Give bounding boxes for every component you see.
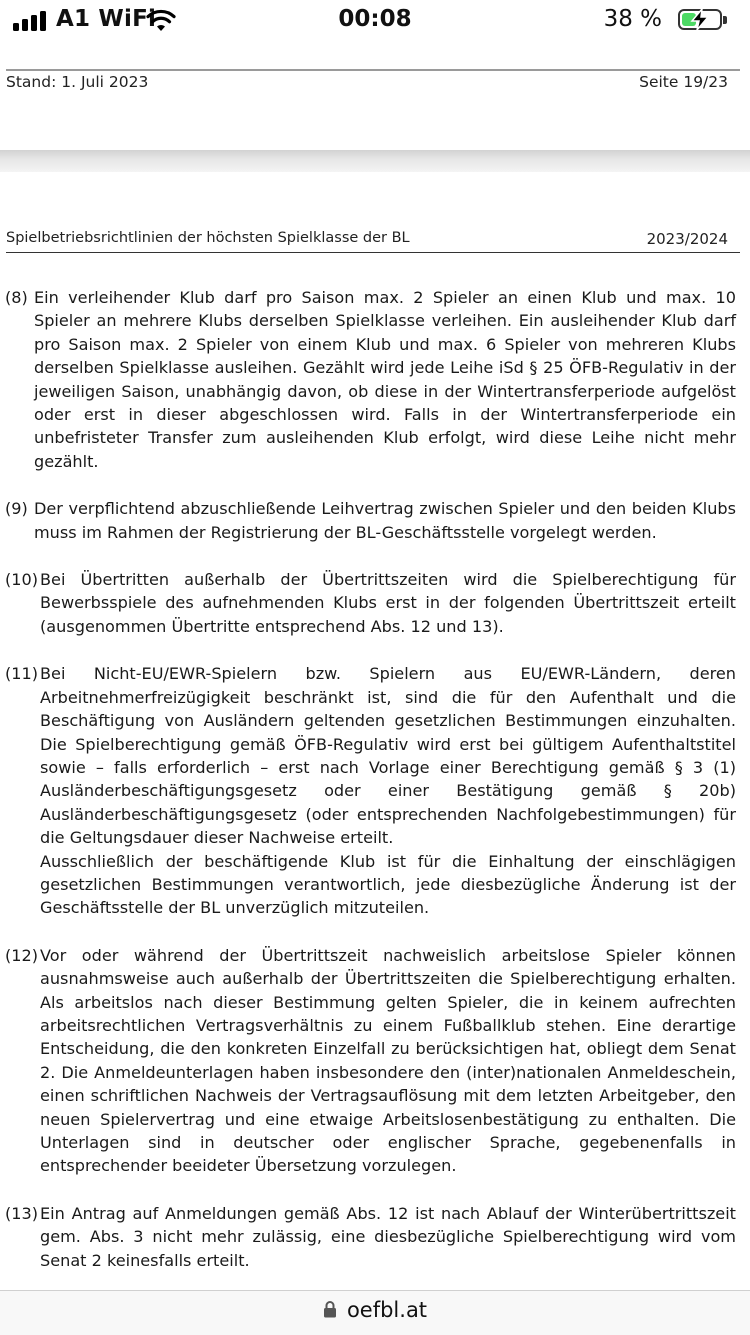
paragraph-number: (9) bbox=[5, 499, 28, 519]
footer-stand-date: Stand: 1. Juli 2023 bbox=[6, 73, 149, 91]
document-header-season: 2023/2024 bbox=[646, 230, 728, 248]
paragraph-number: (11) bbox=[5, 664, 39, 684]
address-display[interactable] bbox=[0, 1298, 750, 1322]
paragraph-text-continued: Ausschließlich der beschäftigende Klub ist für die Einhaltung der einschlägigen gesetzlichen Bestimmungen verantwortlich, jede diesbezügliche Änderung ist der Geschäftsstelle der BL unverzüglich mitzuteilen. bbox=[40, 851, 736, 918]
paragraph-text: Ein verleihender Klub darf pro Saison max. 2 Spieler an einen Klub und max. 10 Spieler an mehrere Klubs derselben Spielklasse verleihen. Ein ausleihender Klub darf pro Saison max. 2 Spieler von einem Klub und max. 6 Spieler von mehreren Klubs derselben Spielklasse ausleihen. Gezählt wird jede Leihe iSd § 25 ÖFB-Regulativ in der jeweiligen Saison, unabhängig davon, ob diese in der Wintertransferperiode aufgelöst oder erst in dieser abgeschlossen wird. Falls in der Wintertransferperiode ein unbefristeter Transfer zum ausleihenden Klub erfolgt, wird diese Leihe nicht mehr gezählt. bbox=[34, 288, 736, 471]
carrier-name: A1 WiFi bbox=[56, 6, 157, 32]
lock-icon bbox=[323, 1300, 337, 1318]
url-domain[interactable]: oefbl.at bbox=[346, 1298, 428, 1322]
clock: 00:08 bbox=[338, 6, 412, 32]
paragraph-number: (12) bbox=[5, 945, 39, 965]
footer-rule bbox=[6, 69, 740, 71]
page-separator bbox=[0, 150, 750, 172]
paragraph-number: (13) bbox=[5, 1203, 39, 1223]
paragraph-text: Der verpflichtend abzuschließende Leihvertrag zwischen Spieler und den beiden Klubs muss im Rahmen der Registrierung der BL-Geschäftsstelle vorgelegt werden. bbox=[34, 499, 736, 542]
document-body bbox=[0, 286, 750, 1296]
footer-page-number: Seite 19/23 bbox=[639, 73, 728, 91]
battery-tip bbox=[723, 16, 727, 24]
status-bar bbox=[0, 0, 750, 40]
paragraph-13 bbox=[0, 1202, 736, 1272]
header-rule bbox=[6, 252, 740, 253]
paragraph-12 bbox=[0, 944, 736, 1178]
paragraph-number: (8) bbox=[5, 288, 28, 307]
charging-bolt-icon bbox=[689, 9, 711, 30]
document-header-title: Spielbetriebsrichtlinien der höchsten Spielklasse der BL bbox=[6, 230, 410, 246]
paragraph-text: Bei Übertritten außerhalb der Übertrittszeiten wird die Spielberechtigung für Bewerbsspiele des aufnehmenden Klubs erst in der folgenden Übertrittszeit erteilt (ausgenommen Übertritte entsprechend Abs. 12 und 13). bbox=[40, 570, 736, 636]
battery-percentage: 38 % bbox=[603, 6, 662, 32]
paragraph-11 bbox=[0, 662, 736, 919]
paragraph-10 bbox=[0, 568, 736, 638]
paragraph-8 bbox=[0, 286, 736, 473]
paragraph-text: Bei Nicht-EU/EWR-Spielern bzw. Spielern aus EU/EWR-Ländern, deren Arbeitnehmerfreizügigkeit beschränkt ist, sind die für den Aufenthalt und die Beschäftigung von Ausländern geltenden gesetzlichen Bestimmungen einzuhalten. Die Spielberechtigung gemäß ÖFB-Regulativ wird erst bei gültigem Aufenthaltstitel sowie – falls erforderlich – erst nach Vorlage einer Berechtigung gemäß § 3 (1) Ausländerbeschäftigungsgesetz oder einer Bestätigung gemäß § 20b) Ausländerbeschäftigungsgesetz (oder entsprechenden Nachfolgebestimmungen) für die Geltungsdauer dieser Nachweise erteilt. bbox=[40, 664, 736, 848]
battery-charging-icon bbox=[678, 9, 722, 30]
paragraph-9 bbox=[0, 497, 736, 544]
browser-url-bar[interactable] bbox=[0, 1290, 750, 1335]
paragraph-text: Ein Antrag auf Anmeldungen gemäß Abs. 12 ist nach Ablauf der Winterübertrittszeit gem. Abs. 3 nicht mehr zulässig, eine diesbezügliche Spielberechtigung wird vom Senat 2 keinesfalls erteilt. bbox=[40, 1203, 736, 1270]
paragraph-text: Vor oder während der Übertrittszeit nachweislich arbeitslose Spieler können ausnahmsweise auch außerhalb der Übertrittszeiten die Spielberechtigung erhalten. Als arbeitslos nach dieser Bestimmung gelten Spieler, die in keinem aufrechten arbeitsrechtlichen Vertragsverhältnis zu einem Fußballklub stehen. Eine derartige Entscheidung, die den konkreten Einzelfall zu berücksichtigen hat, obliegt dem Senat 2. Die Anmeldeunterlagen haben insbesondere den (inter)nationalen Anmeldeschein, einen schriftlichen Nachweis der Vertragsauflösung mit dem letzten Arbeitgeber, den neuen Spielervertrag und eine etwaige Arbeitslosenbestätigung zu enthalten. Die Unterlagen sind in deutscher oder englischer Sprache, gegebenenfalls in entsprechender beeideter Übersetzung vorzulegen. bbox=[40, 945, 736, 1176]
paragraph-number: (10) bbox=[5, 570, 39, 590]
